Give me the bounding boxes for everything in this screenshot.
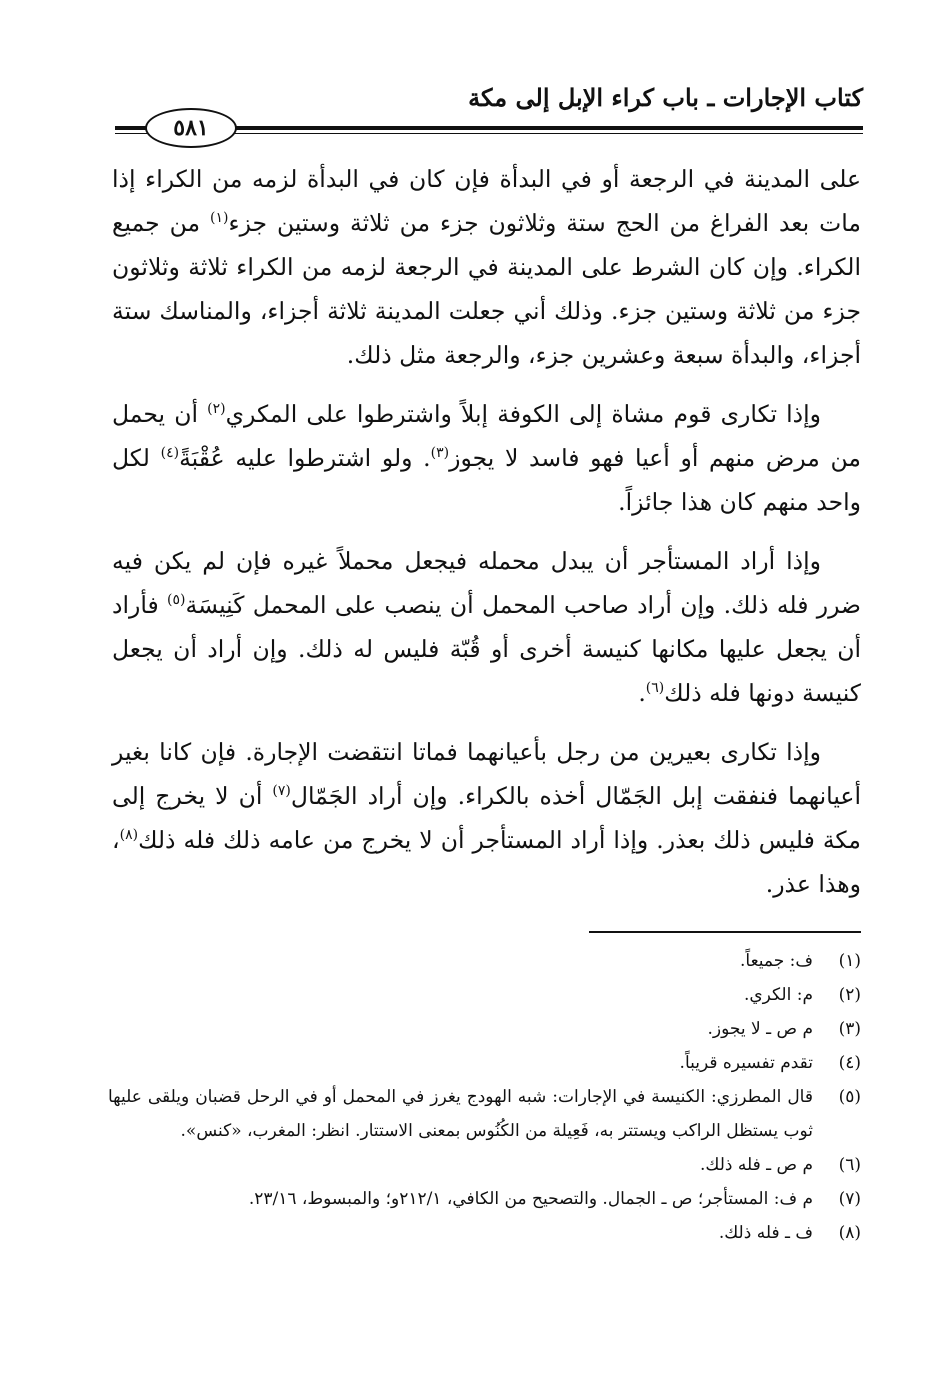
footnote-separator [589,931,861,933]
footnote-reference: (٦) [645,680,665,697]
footnote-number: (٦) [838,1155,861,1175]
footnote-item [108,978,861,1012]
footnote-reference: (٥) [167,592,186,609]
footnote-text: قال المطرزي: الكنيسة في الإجارات: شبه الهودج يغرز في المحمل أو في الرحل قضبان ويلقى عليها ثوب يستظل الراكب ويستتر به، فَعِيلة من الكُنُوس بمعنى الاستتار. انظر: المغرب، «كنس». [108,1087,813,1141]
footnote-text: م ص ـ لا يجوز. [707,1019,813,1039]
footnote-item [108,1080,861,1148]
footnote-number: (٢) [838,985,861,1005]
body-paragraph [112,392,861,524]
footnote-item [108,1148,861,1182]
body-paragraph [112,157,861,377]
footnote-reference: (١) [210,210,229,227]
page-number: ٥٨١ [173,115,209,141]
body-text-segment: ، وهذا عذر. [112,826,861,898]
footnote-reference: (٢) [207,401,226,418]
page-number-badge [145,108,237,148]
body-text-segment: وإذا تكارى قوم مشاة إلى الكوفة إبلاً واشترطوا على المكري [225,400,821,428]
body-text-segment: أن لا يخرج إلى مكة فليس ذلك بعذر. وإذا أراد المستأجر أن لا يخرج من عامه ذلك فله ذلك [112,782,861,854]
body-text-segment: على المدينة في الرجعة أو في البدأة فإن كان في البدأة لزمه من الكراء إذا مات بعد الفراغ من الحج ستة وثلاثون جزء من ثلاثة وستين جزء [112,165,861,237]
running-header-title: كتاب الإجارات ـ باب كراء الإبل إلى مكة [468,83,863,112]
body-text-segment: فأراد أن يجعل عليها مكانها كنيسة أخرى أو قُبّة فليس له ذلك. وإن أراد أن يجعل كنيسة دونها فله ذلك [112,591,861,707]
footnote-number: (٥) [838,1087,861,1107]
footnote-text: م ف: المستأجر؛ ص ـ الجمال. والتصحيح من الكافي، ٢١٢/١و؛ والمبسوط، ٢٣/١٦. [248,1189,813,1209]
footnote-text: م ص ـ فله ذلك. [699,1155,813,1175]
footnote-number: (١) [838,951,861,971]
footnote-reference: (٣) [430,445,450,462]
footnote-text: تقدم تفسيره قريباً. [679,1053,813,1073]
footnotes-list [108,944,861,1250]
body-text-segment: . [638,679,646,707]
footnote-number: (٤) [838,1053,861,1073]
main-text [112,157,861,921]
footnote-reference: (٤) [160,445,180,462]
footnote-number: (٨) [838,1223,861,1243]
body-text-segment: . ولو اشترطوا عليه عُقْبَةً [179,444,431,472]
footnote-reference: (٨) [119,827,139,844]
body-text-segment: وإذا أراد المستأجر أن يبدل محمله فيجعل محملاً غيره فإن لم يكن فيه ضرر فله ذلك. وإن أراد صاحب المحمل أن ينصب على المحمل كَنِيسَة [112,547,861,619]
footnote-item [108,1216,861,1250]
footnote-number: (٧) [838,1189,861,1209]
body-text-segment: من جميع الكراء. وإن كان الشرط على المدينة في الرجعة لزمه من الكراء ثلاثة وثلاثون جزء من ثلاثة وستين جزء. وذلك أني جعلت المدينة ثلاثة أجزاء، والمناسك ستة أجزاء، والبدأة سبعة وعشرين جزء، والرجعة مثل ذلك. [112,209,861,369]
body-paragraph [112,539,861,715]
footnote-text: ف: جميعاً. [739,951,813,971]
footnote-text: ف ـ فله ذلك. [718,1223,813,1243]
body-text-segment: أن يحمل من مرض منهم أو أعيا فهو فاسد لا يجوز [112,400,861,472]
body-text-segment: وإذا تكارى بعيرين من رجل بأعيانهما فماتا انتقضت الإجارة. فإن كانا بغير أعيانهما فنفقت إبل الجَمّال أخذه بالكراء. وإن أراد الجَمّال [112,738,861,810]
footnote-item [108,1046,861,1080]
footnote-reference: (٧) [272,783,291,800]
footnote-item [108,944,861,978]
body-paragraph [112,730,861,906]
footnote-text: م: الكري. [743,985,813,1005]
body-text-segment: لكل واحد منهم كان هذا جائزاً. [112,444,861,516]
footnote-number: (٣) [838,1019,861,1039]
footnote-item [108,1182,861,1216]
footnote-item [108,1012,861,1046]
